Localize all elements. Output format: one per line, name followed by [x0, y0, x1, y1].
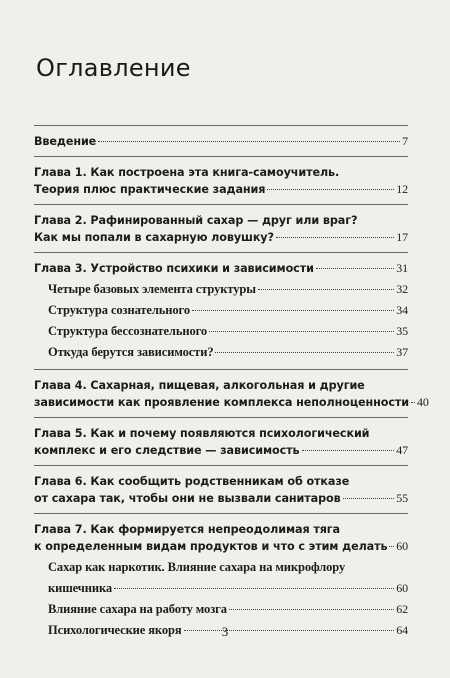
dot-leader	[215, 352, 394, 353]
toc-line-with-page	[34, 300, 408, 321]
toc-entry-text: Глава 1. Как построена эта книга-самоучитель.	[34, 166, 340, 179]
toc-page-number: 62	[396, 602, 408, 616]
toc-line	[34, 557, 408, 578]
page-number: 3	[221, 624, 229, 639]
page-title: Оглавление	[36, 54, 191, 82]
toc-page-number: 12	[396, 182, 408, 196]
toc-entry-text: Глава 5. Как и почему появляются психологический	[34, 427, 370, 440]
toc-page-number: 35	[396, 324, 408, 338]
toc-line-with-page	[34, 342, 408, 363]
toc-page-number: 17	[396, 230, 408, 244]
toc-entry-text: Глава 6. Как сообщить родственникам об отказе	[34, 475, 350, 488]
toc-line-with-page	[34, 578, 408, 599]
dot-leader	[114, 588, 394, 589]
toc-page-number: 40	[417, 395, 429, 409]
toc-line-with-page	[34, 599, 408, 620]
toc-entry-text: Структура бессознательного	[48, 324, 208, 338]
dot-leader	[343, 498, 395, 499]
toc-entry-text: Теория плюс практические задания	[34, 183, 266, 196]
dot-leader	[229, 609, 394, 610]
toc-line-with-page	[34, 181, 408, 198]
toc-entry-text: Четыре базовых элемента структуры	[48, 282, 256, 296]
toc-chapter-entry	[34, 253, 408, 369]
table-of-contents	[34, 125, 429, 647]
toc-subsections	[34, 279, 408, 363]
toc-line	[34, 212, 408, 229]
toc-line	[34, 521, 408, 538]
toc-line	[34, 377, 408, 394]
toc-entry-text: Глава 3. Устройство психики и зависимости	[34, 262, 314, 275]
toc-page-number: 34	[396, 303, 408, 317]
toc-chapter-entry	[34, 370, 429, 417]
toc-subsection-entry	[34, 342, 408, 363]
toc-chapter-entry	[34, 205, 408, 252]
toc-page-number: 60	[396, 581, 408, 595]
toc-line	[34, 164, 408, 181]
toc-chapter-entry	[34, 126, 408, 156]
toc-entry-text: Введение	[34, 135, 97, 148]
toc-entry-text: зависимости как проявление комплекса неполноценности	[34, 396, 409, 409]
toc-line-with-page	[34, 229, 408, 246]
toc-page-number: 37	[396, 345, 408, 359]
toc-line-with-page	[34, 394, 429, 411]
toc-line-with-page	[34, 538, 408, 555]
toc-page-number: 31	[396, 261, 408, 275]
dot-leader	[302, 450, 395, 451]
toc-entry-text: Как мы попали в сахарную ловушку?	[34, 231, 274, 244]
toc-entry-text: Психологические якоря	[48, 623, 182, 637]
dot-leader	[98, 141, 400, 142]
dot-leader	[258, 289, 394, 290]
toc-page-number: 7	[402, 134, 408, 148]
toc-entry-text: комплекс и его следствие — зависимость	[34, 444, 300, 457]
toc-entry-text: Глава 2. Рафинированный сахар — друг или враг?	[34, 214, 358, 227]
toc-entry-text: Структура сознательного	[48, 303, 190, 317]
toc-line-with-page	[34, 490, 408, 507]
toc-subsection-entry	[34, 279, 408, 300]
toc-line	[34, 425, 408, 442]
toc-line-with-page	[34, 260, 408, 277]
toc-page-number: 60	[396, 539, 408, 553]
toc-entry-text: Сахар как наркотик. Влияние сахара на микрофлору	[48, 560, 346, 574]
dot-leader	[411, 402, 415, 403]
toc-chapter-entry	[34, 157, 408, 204]
toc-entry-text: к определенным видам продуктов и что с этим делать	[34, 540, 388, 553]
toc-entry-text: Глава 4. Сахарная, пищевая, алкогольная и другие	[34, 379, 365, 392]
toc-page-number: 55	[396, 491, 408, 505]
toc-subsection-entry	[34, 557, 408, 599]
toc-page-number: 47	[396, 443, 408, 457]
dot-leader	[267, 189, 394, 190]
toc-line-with-page	[34, 442, 408, 459]
dot-leader	[276, 237, 394, 238]
toc-chapter-entry	[34, 418, 408, 465]
toc-entry-text: Глава 7. Как формируется непреодолимая тяга	[34, 523, 340, 536]
toc-subsection-entry	[34, 300, 408, 321]
toc-entry-text: Откуда берутся зависимости?	[48, 345, 214, 359]
dot-leader	[209, 331, 394, 332]
toc-line-with-page	[34, 133, 408, 150]
toc-line-with-page	[34, 279, 408, 300]
toc-entry-text: от сахара так, чтобы они не вызвали санитаров	[34, 492, 341, 505]
toc-chapter-entry	[34, 466, 408, 513]
dot-leader	[316, 268, 394, 269]
dot-leader	[389, 546, 394, 547]
toc-line-with-page	[34, 321, 408, 342]
toc-subsection-entry	[34, 599, 408, 620]
dot-leader	[192, 310, 394, 311]
toc-line	[34, 473, 408, 490]
toc-page-number: 32	[396, 282, 408, 296]
toc-subsection-entry	[34, 321, 408, 342]
toc-page-number: 64	[396, 623, 408, 637]
toc-entry-text: Влияние сахара на работу мозга	[48, 602, 227, 616]
toc-entry-text: кишечника	[48, 581, 113, 595]
